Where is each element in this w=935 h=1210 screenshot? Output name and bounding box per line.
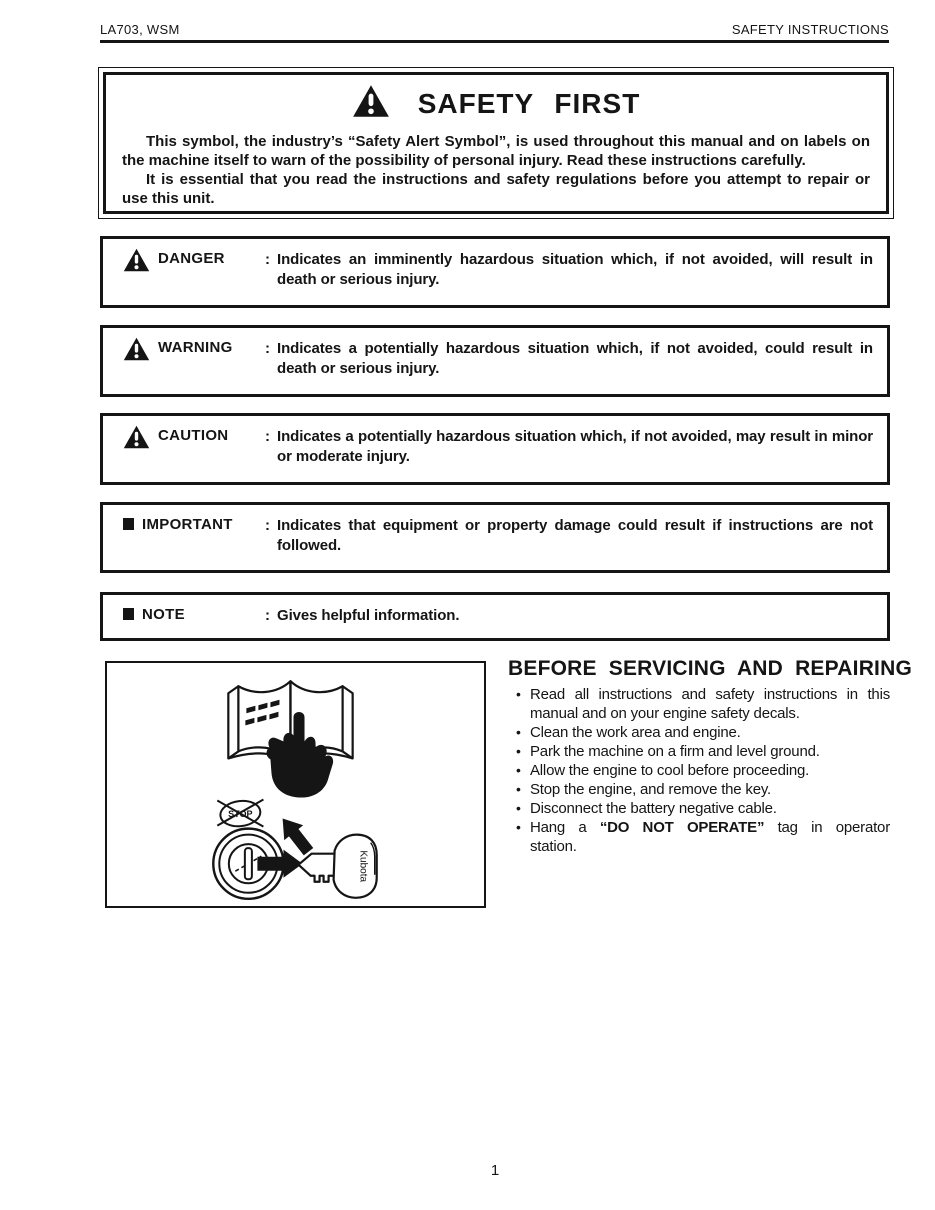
bullet-glyph: •	[516, 819, 521, 835]
caution-label: CAUTION	[158, 427, 229, 444]
section-heading: BEFORE SERVICING AND REPAIRING	[508, 657, 912, 680]
safety-first-box	[98, 67, 894, 219]
note-description	[265, 606, 873, 638]
warning-description	[265, 339, 873, 394]
important-box	[100, 502, 890, 573]
before-servicing-section	[508, 657, 912, 856]
important-label-group	[123, 516, 265, 570]
safety-alert-triangle-icon	[352, 84, 390, 123]
danger-label: DANGER	[158, 250, 225, 267]
note-text: Gives helpful information.	[277, 607, 460, 624]
colon-separator: :	[265, 428, 270, 445]
list-item: • Park the machine on a firm and level ground.	[508, 742, 890, 761]
header-rule	[100, 40, 889, 43]
bullet-glyph: •	[516, 781, 521, 797]
warning-label-group	[123, 339, 265, 394]
alert-triangle-icon	[123, 425, 150, 453]
important-label: IMPORTANT	[142, 516, 233, 533]
black-square-icon	[123, 518, 134, 530]
bullet-glyph: •	[516, 724, 521, 740]
do-not-operate-tag: “DO NOT OPERATE”	[599, 819, 765, 836]
caution-description	[265, 427, 873, 482]
safety-first-paragraph-2: It is essential that you read the instructions and safety regulations before you attempt to repair or use this unit.	[122, 171, 870, 207]
important-description	[265, 516, 873, 570]
note-box	[100, 592, 890, 641]
chapter-title: SAFETY INSTRUCTIONS	[731, 22, 889, 37]
alert-triangle-icon	[123, 337, 150, 365]
alert-triangle-icon	[123, 248, 150, 276]
colon-separator: :	[265, 607, 270, 624]
page-header	[100, 22, 889, 37]
danger-description	[265, 250, 873, 305]
before-servicing-list	[508, 685, 890, 856]
safety-first-inner	[103, 72, 889, 214]
no-stop-icon	[217, 799, 263, 829]
illustration-graphic	[107, 663, 484, 906]
list-item: • Clean the work area and engine.	[508, 723, 890, 742]
colon-separator: :	[265, 251, 270, 268]
warning-text: Indicates a potentially hazardous situation which, if not avoided, could result in death or serious injury.	[277, 340, 873, 377]
colon-separator: :	[265, 517, 270, 534]
list-item: • Allow the engine to cool before proceeding.	[508, 761, 890, 780]
list-item: • Stop the engine, and remove the key.	[508, 780, 890, 799]
document-id: LA703, WSM	[100, 22, 180, 37]
danger-label-group	[123, 250, 265, 305]
note-label: NOTE	[142, 606, 185, 623]
svg-text:Kubota: Kubota	[357, 850, 369, 883]
list-item: • Read all instructions and safety instructions in this manual and on your engine safety decals.	[508, 685, 890, 723]
hang-tag-text: Hang a “DO NOT OPERATE” tag in operator station.	[530, 819, 890, 855]
safety-first-title-row	[122, 84, 870, 123]
list-item: • Disconnect the battery negative cable.	[508, 799, 890, 818]
colon-separator: :	[265, 340, 270, 357]
bullet-glyph: •	[516, 743, 521, 759]
danger-text: Indicates an imminently hazardous situation which, if not avoided, will result in death or serious injury.	[277, 251, 873, 288]
caution-text: Indicates a potentially hazardous situation which, if not avoided, may result in minor or moderate injury.	[277, 428, 873, 465]
warning-label: WARNING	[158, 339, 233, 356]
caution-box	[100, 413, 890, 485]
caution-label-group	[123, 427, 265, 482]
important-text: Indicates that equipment or property damage could result if instructions are not followed.	[277, 517, 873, 554]
page-number: 1	[490, 1162, 500, 1179]
safety-first-title: SAFETY FIRST	[417, 87, 641, 119]
safety-illustration-panel	[105, 661, 486, 908]
bullet-glyph: •	[516, 762, 521, 778]
svg-text:STOP: STOP	[228, 808, 253, 819]
black-square-icon	[123, 608, 134, 620]
safety-first-paragraph-1: This symbol, the industry’s “Safety Alert Symbol”, is used throughout this manual and on labels on the machine itself to warn of the possibility of personal injury. Read these instructions carefully.	[122, 133, 870, 169]
danger-box	[100, 236, 890, 308]
warning-box	[100, 325, 890, 397]
note-label-group	[123, 606, 265, 638]
bullet-glyph: •	[516, 800, 521, 816]
list-item-hang-tag	[508, 818, 890, 856]
bullet-glyph: •	[516, 686, 521, 702]
